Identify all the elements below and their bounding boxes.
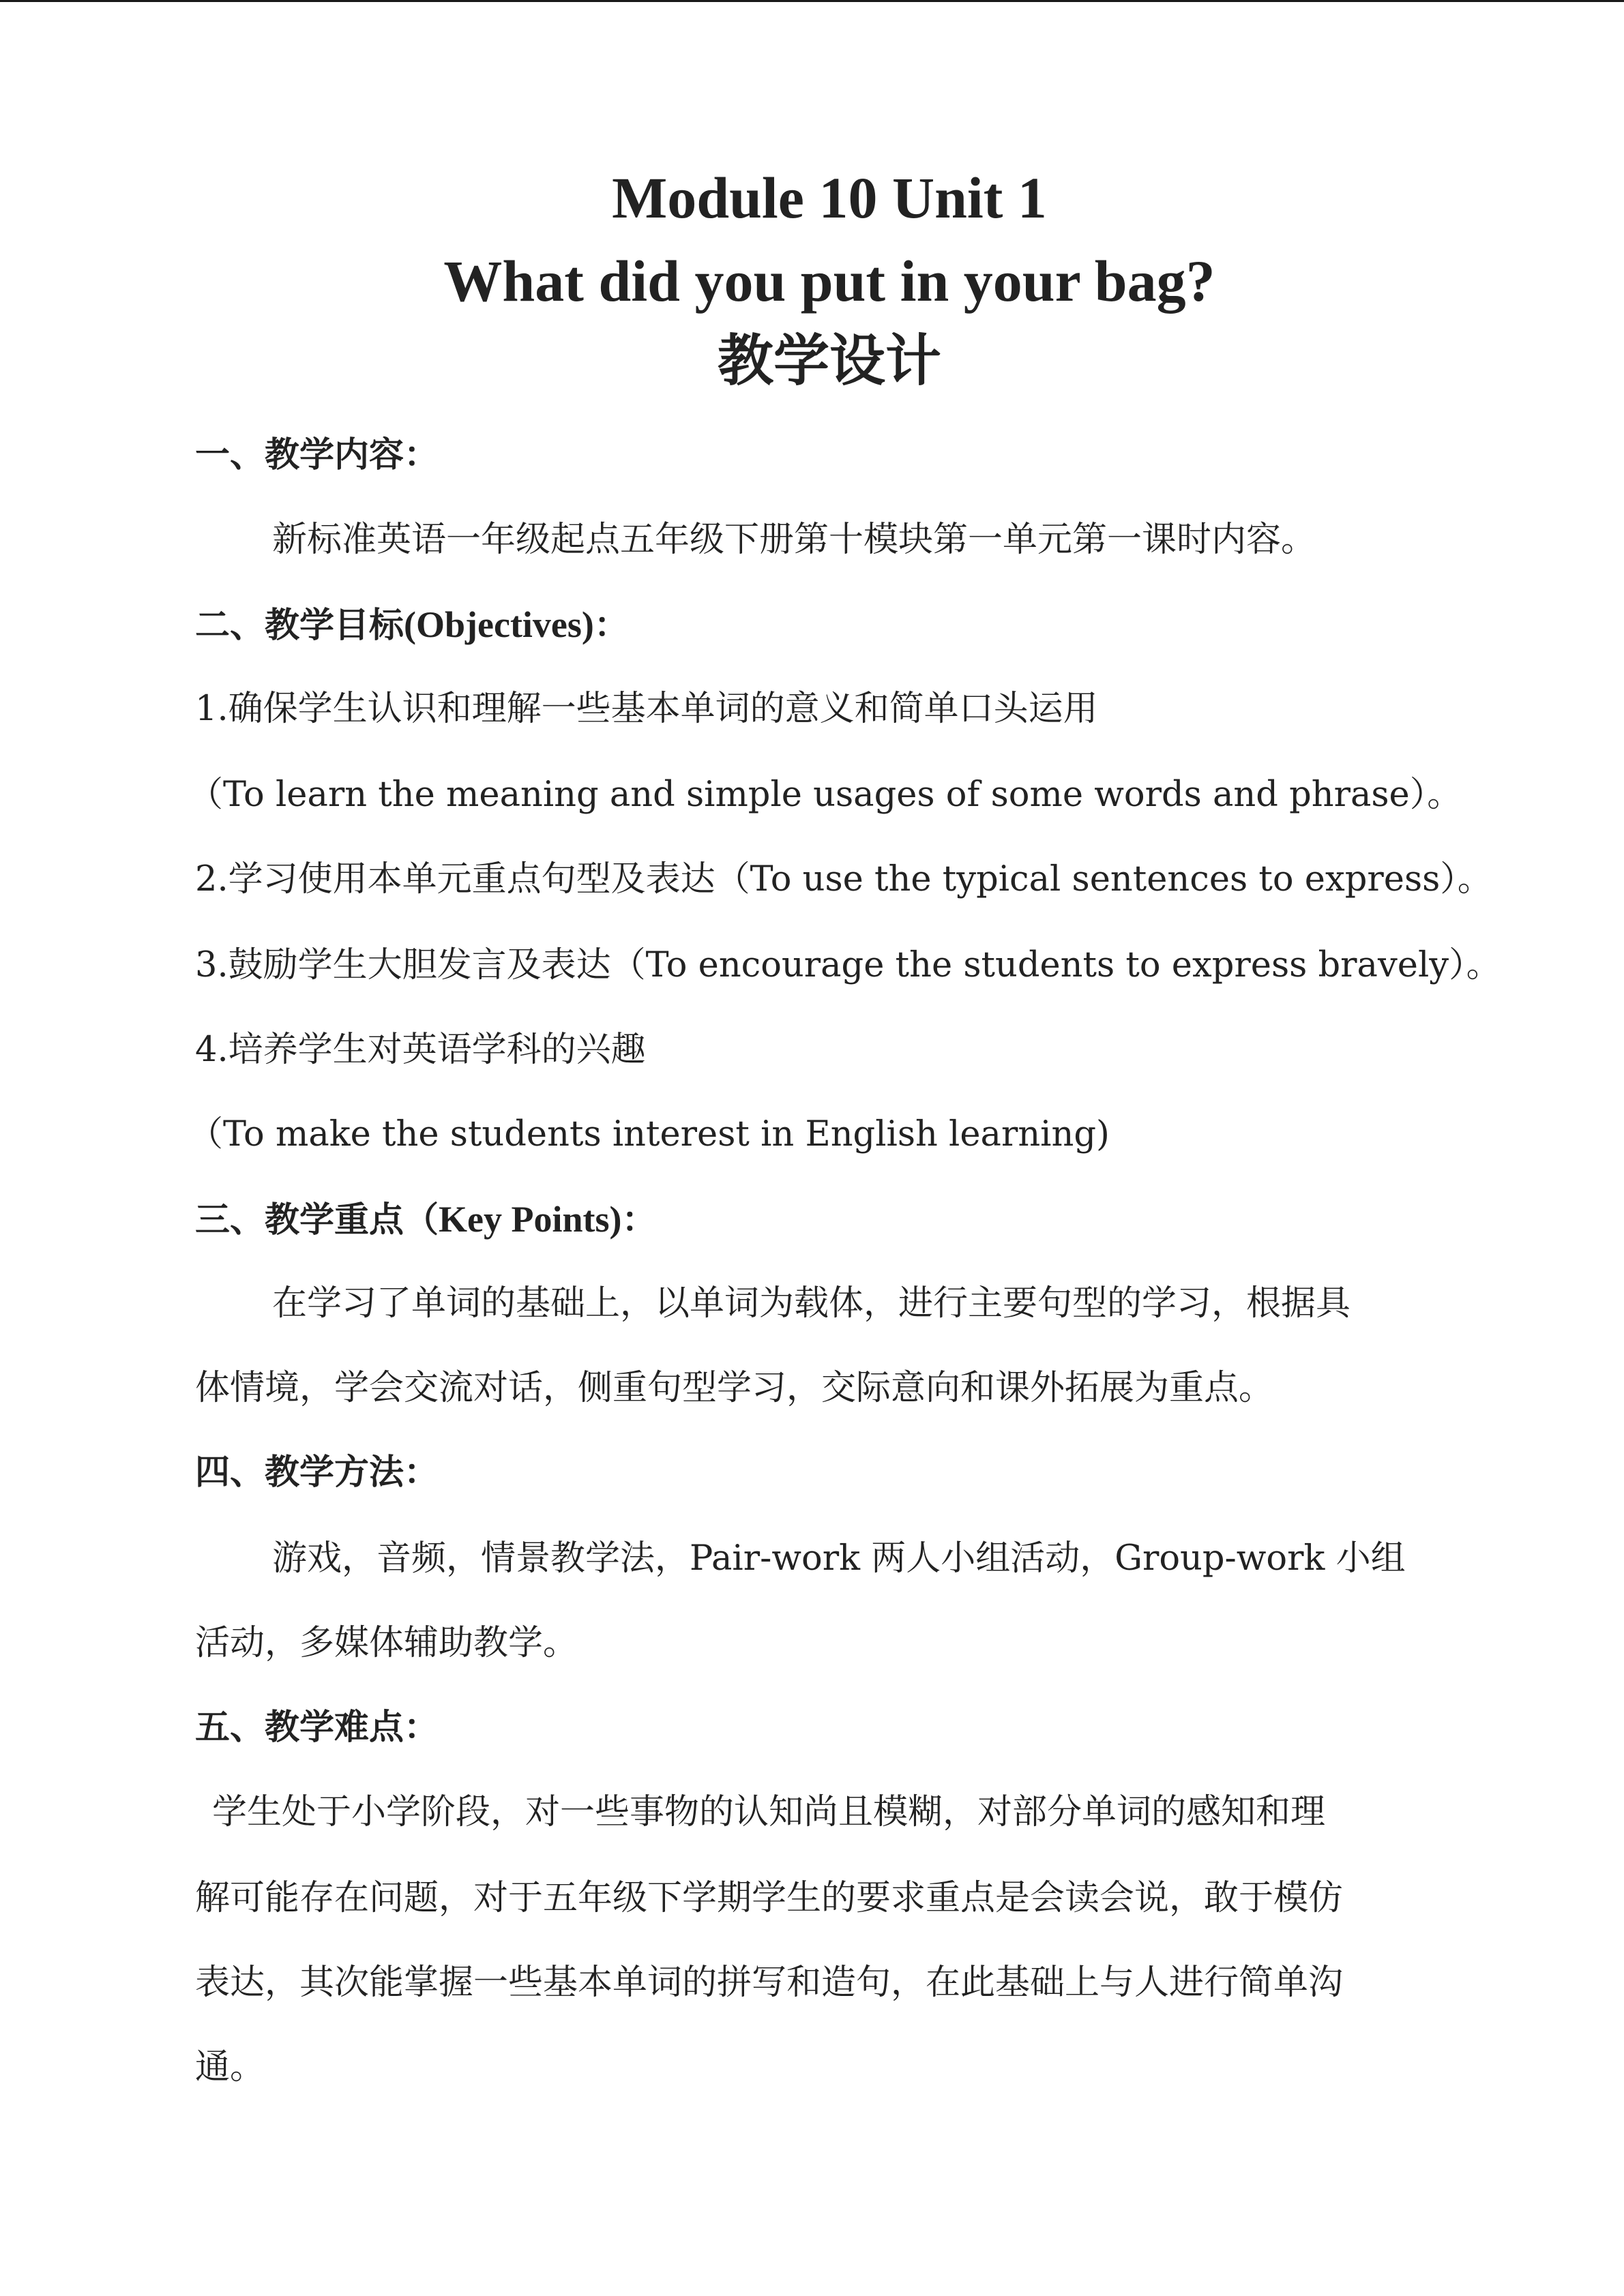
- heading-end: ：: [593, 606, 629, 646]
- title-teaching-design: 教学设计: [717, 329, 941, 393]
- section-heading-key-points: [195, 1192, 657, 1247]
- difficulties-line: 学生处于小学阶段，对一些事物的认知尚且模糊，对部分单词的感知和理: [212, 1792, 1326, 1832]
- objective-line: 4.培养学生对英语学科的兴趣: [195, 1030, 646, 1070]
- section-heading-methods: 四、教学方法：: [195, 1452, 439, 1493]
- title-module-unit: Module 10 Unit 1: [612, 165, 1047, 230]
- key-points-line: 体情境，学会交流对话，侧重句型学习，交际意向和课外拓展为重点。: [195, 1368, 1274, 1408]
- difficulties-line: 解可能存在问题，对于五年级下学期学生的要求重点是会读会说，敢于模仿: [195, 1878, 1344, 1918]
- section-heading-objectives: [195, 597, 629, 652]
- objective-line: 3.鼓励学生大胆发言及表达（To encourage the students to express bravely）。: [195, 945, 1501, 985]
- section-content-line: 新标准英语一年级起点五年级下册第十模块第一单元第一课时内容。: [272, 520, 1316, 560]
- heading-en: (Objectives): [404, 604, 594, 645]
- objective-line: （To learn the meaning and simple usages of some words and phrase）。: [188, 775, 1462, 815]
- heading-zh: 三、教学重点（: [195, 1200, 439, 1240]
- objective-line: （To make the students interest in English learning): [188, 1114, 1110, 1154]
- heading-end: ：: [621, 1200, 657, 1240]
- methods-line: 活动，多媒体辅助教学。: [195, 1623, 578, 1663]
- heading-zh: 二、教学目标: [195, 606, 404, 646]
- objective-line: 2.学习使用本单元重点句型及表达（To use the typical sentences to express）。: [195, 859, 1492, 899]
- document-page: [188, 0, 1501, 2296]
- title-block: [195, 164, 1464, 396]
- methods-line: 游戏，音频，情景教学法，Pair-work 两人小组活动，Group-work 小组: [272, 1538, 1406, 1579]
- difficulties-line: 表达，其次能掌握一些基本单词的拼写和造句，在此基础上与人进行简单沟: [195, 1963, 1344, 2003]
- section-heading-difficulties: 五、教学难点：: [195, 1708, 439, 1748]
- section-heading-content: 一、教学内容：: [195, 435, 439, 475]
- title-question: What did you put in your bag?: [443, 248, 1215, 314]
- difficulties-line: 通。: [195, 2047, 265, 2087]
- heading-en: Key Points): [439, 1199, 622, 1240]
- objective-line: 1.确保学生认识和理解一些基本单词的意义和简单口头运用: [195, 689, 1098, 729]
- key-points-line: 在学习了单词的基础上，以单词为载体，进行主要句型的学习，根据具: [272, 1283, 1351, 1324]
